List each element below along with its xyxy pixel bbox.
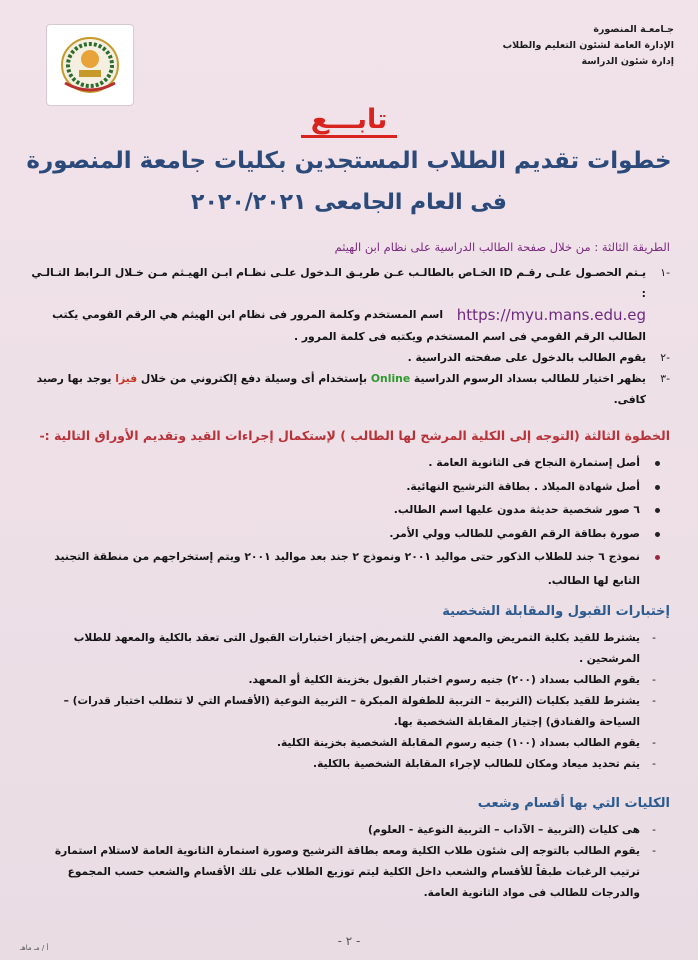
list-item: - يقوم الطالب بالتوجه إلى شئون طلاب الكلية ومعه بطاقة الترشيح وصورة استمارة الثانوية العامة لاستلام استمارة ترتيب الرغبات طبقاً للأقسام والشعب داخل الكلية ليتم توزيع الطلاب على تلك الأقسام والشعب حسب المجموع والدرجات للطالب فى مواد الثانوية العامة.	[54, 845, 656, 899]
method3-heading: الطريقة الثالثة : من خلال صفحة الطالب الدراسية على نظام ابن الهيثم	[334, 240, 670, 254]
header-administration: الإدارة العامة لشئون التعليم والطلاب	[502, 40, 674, 51]
step-text: يظهر اختيار للطالب بسداد الرسوم الدراسية	[413, 371, 646, 385]
list-item: - يقوم الطالب بسداد (١٠٠) جنيه رسوم المقابلة الشخصية بخزينة الكلية.	[276, 737, 656, 749]
step-text: يـتم الحصـول علـى رقـم ID الخـاص بالطالـب عـن طريـق الـدخول علـى نظـام ابـن الهيـثم مـن خـلال الـرابط التـالـي :	[31, 266, 646, 300]
list-item: نموذج ٦ جند للطلاب الذكور حتى مواليد ٢٠٠١ ونموذج ٢ جند بعد مواليد ٢٠٠١ ويتم إستخراجهم من منطقة التجنيد التابع لها الطالب.	[28, 545, 670, 592]
list-item: - يشترط للقيد بكلية التمريض والمعهد الفني للتمريض إجتياز اختبارات القبول التى تعقد بالكلية والمعهد للطلاب المرشحين .	[73, 632, 656, 665]
visa-label: فيزا	[115, 371, 138, 385]
list-item: -٣ يظهر اختيار للطالب بسداد الرسوم الدراسية Online بإستخدام أى وسيلة دفع إلكتروني من خلال فيزا يوجد بها رصيد كافى.	[36, 371, 670, 406]
list-item: -٢ يقوم الطالب بالدخول على صفحته الدراسية .	[407, 350, 670, 364]
list-item: صورة بطاقة الرقم القومي للطالب وولي الأمر.	[28, 522, 670, 546]
continued-title: تابـــع	[0, 104, 698, 135]
list-item: أصل إستمارة النجاح فى الثانوية العامة .	[28, 451, 670, 475]
step3-heading: الخطوة الثالثة (التوجه إلى الكلية المرشح لها الطالب ) لإستكمال إجراءات القيد وتقديم الأوراق التالية :-	[39, 428, 670, 443]
ibn-haitham-link[interactable]: https://myu.mans.edu.eg	[456, 305, 646, 324]
academic-year: فى العام الجامعى ٢٠٢٠/٢٠٢١	[191, 190, 507, 215]
list-item: أصل شهادة الميلاد . بطاقة الترشيح النهائية.	[28, 475, 670, 499]
list-item: ٦ صور شخصية حديثة مدون عليها اسم الطالب.	[28, 498, 670, 522]
list-item: - هى كليات (التربية – الآداب – التربية النوعية - العلوم)	[368, 824, 656, 836]
mansoura-university-seal-icon	[46, 24, 134, 106]
header-department: إدارة شئون الدراسة	[581, 56, 674, 67]
institution-header	[454, 22, 674, 70]
header-university: جـامعـة المنصورة	[593, 24, 674, 35]
list-item: - يشترط للقيد بكليات (التربية – التربية للطفولة المبكرة – التربية النوعية (الأقسام التي لا تتطلب اختبار قدرات) – السياحة والفنادق) إجتياز المقابلة الشخصية بها.	[63, 695, 656, 728]
list-item: -١ يـتم الحصـول علـى رقـم ID الخـاص بالطالـب عـن طريـق الـدخول علـى نظـام ابـن الهيـثم مـن خـلال الـرابط التـالـي : https://myu.mans.edu.eg اسم المستخدم وكلمة المرور فى نظام ابن الهيثم هي الرقم القومي يكتب الطالب الرقم القومي فى اسم المستخدم ويكتبه فى كلمة المرور .	[31, 266, 670, 343]
method3-steps	[28, 262, 670, 410]
step-text-cont: بإستخدام أى وسيلة دفع إلكتروني من خلال	[140, 371, 368, 385]
step3-documents-list	[28, 451, 670, 592]
faculties-list	[28, 820, 670, 904]
exams-heading: إختبارات القبول والمقابلة الشخصية	[442, 604, 670, 619]
page-title: خطوات تقديم الطلاب المستجدين بكليات جامعة المنصورة	[26, 148, 672, 174]
exams-list	[28, 628, 670, 775]
step-text-cont: اسم المستخدم وكلمة المرور فى نظام ابن الهيثم هي الرقم القومي يكتب الطالب الرقم القومي فى اسم المستخدم ويكتبه فى كلمة المرور .	[52, 308, 646, 343]
list-item: - يقوم الطالب بسداد (٢٠٠) جنيه رسوم اختبار القبول بخزينة الكلية أو المعهد.	[248, 674, 656, 686]
online-label: Online	[370, 371, 411, 385]
step-text-end: يوجد بها رصيد كافى.	[36, 371, 646, 406]
faculties-heading: الكليات التي بها أقسام وشعب	[477, 796, 670, 811]
page-number: - ٢ -	[337, 934, 361, 948]
list-item: - يتم تحديد ميعاد ومكان للطالب لإجراء المقابلة الشخصية بالكلية.	[313, 758, 656, 770]
footer-note: أ / مـ ماهـ	[20, 944, 49, 952]
step-text: يقوم الطالب بالدخول على صفحته الدراسية .	[407, 350, 646, 364]
